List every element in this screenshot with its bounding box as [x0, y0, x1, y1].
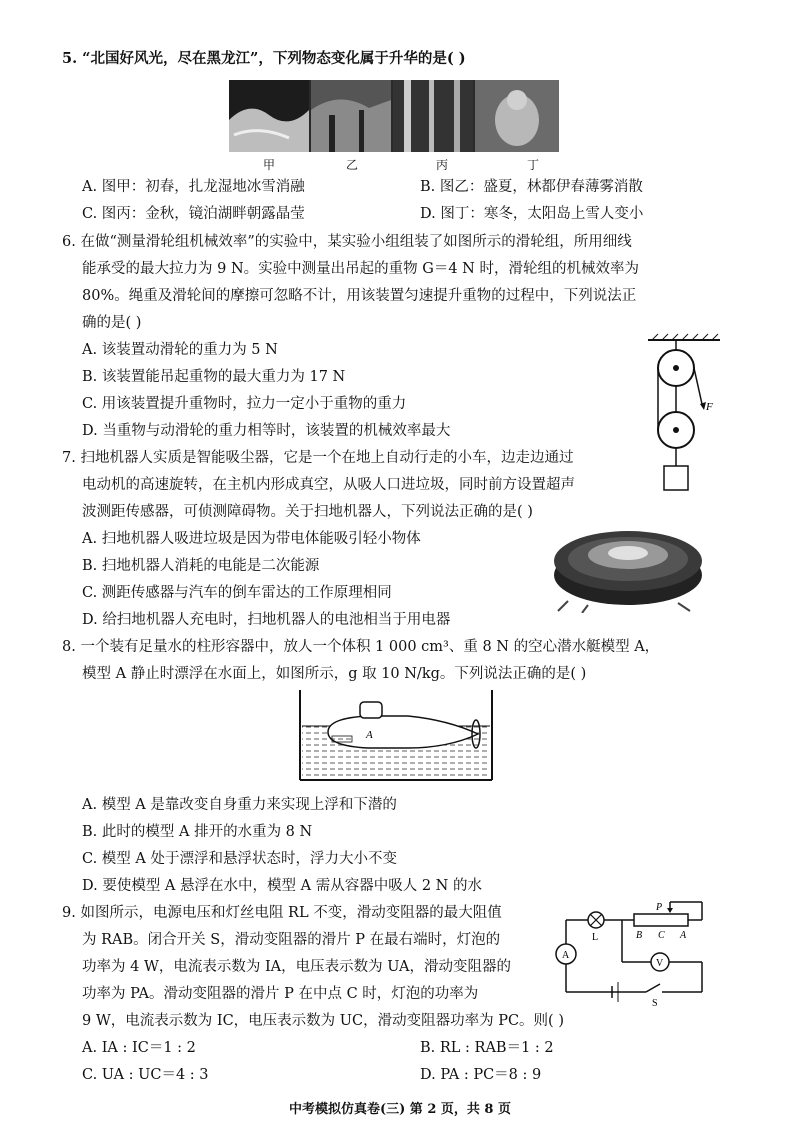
- q5-stem: 5. “北国好风光，尽在黑龙江”，下列物态变化属于升华的是( ): [62, 50, 466, 67]
- q7-option-d: D. 给扫地机器人充电时，扫地机器人的电池相当于用电器: [82, 612, 451, 628]
- q6-line3: 80%。绳重及滑轮间的摩擦可忽略不计，用该装置匀速提升重物的过程中，下列说法正: [82, 288, 637, 304]
- voltmeter-label: V: [656, 958, 664, 969]
- q8-option-b: B. 此时的模型 A 排开的水重为 8 N: [82, 824, 313, 840]
- switch-label: S: [652, 998, 658, 1009]
- circuit-label-a: A: [680, 930, 687, 941]
- q9-option-c: C. UA : UC＝4 : 3: [82, 1067, 209, 1083]
- q6-line2: 能承受的最大拉力为 9 N。实验中测量出吊起的重物 G＝4 N 时，滑轮组的机械效率为: [82, 261, 639, 277]
- q6-option-c: C. 用该装置提升重物时，拉力一定小于重物的重力: [82, 396, 407, 412]
- q5-label-bing: 丙: [436, 158, 449, 172]
- submarine-container-diagram: [298, 688, 494, 782]
- q8-option-c: C. 模型 A 处于漂浮和悬浮状态时，浮力大小不变: [82, 851, 397, 867]
- circuit-diagram: [552, 898, 712, 1010]
- q7-option-c: C. 测距传感器与汽车的倒车雷达的工作原理相同: [82, 585, 392, 601]
- q8-line2: 模型 A 静止时漂浮在水面上，如图所示，g 取 10 N/kg。下列说法正确的是( ): [82, 666, 587, 682]
- q5-label-jia: 甲: [263, 158, 276, 172]
- q5-label-yi: 乙: [346, 158, 359, 172]
- q6-option-d: D. 当重物与动滑轮的重力相等时，该装置的机械效率最大: [82, 423, 451, 439]
- q9-line4: 功率为 PA。滑动变阻器的滑片 P 在中点 C 时，灯泡的功率为: [82, 986, 479, 1002]
- q9-line5: 9 W，电流表示数为 IC，电压表示数为 UC，滑动变阻器功率为 PC。则( ): [82, 1013, 564, 1029]
- q9-line1: 9. 如图所示，电源电压和灯丝电阻 RL 不变，滑动变阻器的最大阻值: [62, 905, 502, 921]
- q5-option-b: B. 图乙：盛夏，林都伊春薄雾消散: [420, 179, 643, 195]
- q9-option-d: D. PA : PC＝8 : 9: [420, 1067, 542, 1083]
- robot-vacuum-image: [548, 515, 708, 613]
- q7-line2: 电动机的高速旋转，在主机内形成真空，从吸人口进垃圾，同时前方设置超声: [82, 477, 575, 493]
- q8-option-a: A. 模型 A 是靠改变自身重力来实现上浮和下潜的: [82, 797, 397, 813]
- circuit-label-l: L: [592, 932, 599, 943]
- q6-line4: 确的是( ): [82, 315, 142, 331]
- page-footer: 中考模拟仿真卷(三) 第 2 页，共 8 页: [288, 1102, 512, 1117]
- q5-option-c: C. 图丙：金秋，镜泊湖畔朝露晶莹: [82, 206, 305, 222]
- circuit-label-p: P: [656, 902, 663, 913]
- q9-line2: 为 RAB。闭合开关 S，滑动变阻器的滑片 P 在最右端时，灯泡的: [82, 932, 501, 948]
- q5-photo-strip: [229, 80, 559, 152]
- ammeter-label: A: [562, 950, 570, 961]
- q6-line1: 6. 在做“测量滑轮组机械效率”的实验中，某实验小组组装了如图所示的滑轮组，所用细线: [62, 234, 632, 250]
- q5-option-d: D. 图丁：寒冬，太阳岛上雪人变小: [420, 206, 644, 222]
- q9-line3: 功率为 4 W，电流表示数为 IA，电压表示数为 UA，滑动变阻器的: [82, 959, 512, 975]
- circuit-label-b: B: [636, 930, 643, 941]
- q7-option-b: B. 扫地机器人消耗的电能是二次能源: [82, 558, 320, 574]
- q8-option-d: D. 要使模型 A 悬浮在水中，模型 A 需从容器中吸人 2 N 的水: [82, 878, 482, 894]
- q5-label-ding: 丁: [527, 158, 540, 172]
- pulley-force-label: F: [706, 401, 713, 413]
- q8-line1: 8. 一个装有足量水的柱形容器中，放人一个体积 1 000 cm³、重 8 N 的空心潜水艇模型 A，: [62, 639, 660, 655]
- q6-option-b: B. 该装置能吊起重物的最大重力为 17 N: [82, 369, 346, 385]
- q7-option-a: A. 扫地机器人吸进垃圾是因为带电体能吸引轻小物体: [82, 531, 421, 547]
- q9-option-a: A. IA : IC＝1 : 2: [82, 1040, 196, 1056]
- pulley-system-diagram: [640, 332, 730, 498]
- submarine-label: A: [366, 729, 373, 741]
- q7-line3: 波测距传感器，可侦测障碍物。关于扫地机器人，下列说法正确的是( ): [82, 504, 533, 520]
- q6-option-a: A. 该装置动滑轮的重力为 5 N: [82, 342, 278, 358]
- q7-line1: 7. 扫地机器人实质是智能吸尘器，它是一个在地上自动行走的小车，边走边通过: [62, 450, 574, 466]
- circuit-label-c: C: [658, 930, 665, 941]
- q5-option-a: A. 图甲：初春，扎龙湿地冰雪消融: [82, 179, 305, 195]
- q9-option-b: B. RL : RAB＝1 : 2: [420, 1040, 554, 1056]
